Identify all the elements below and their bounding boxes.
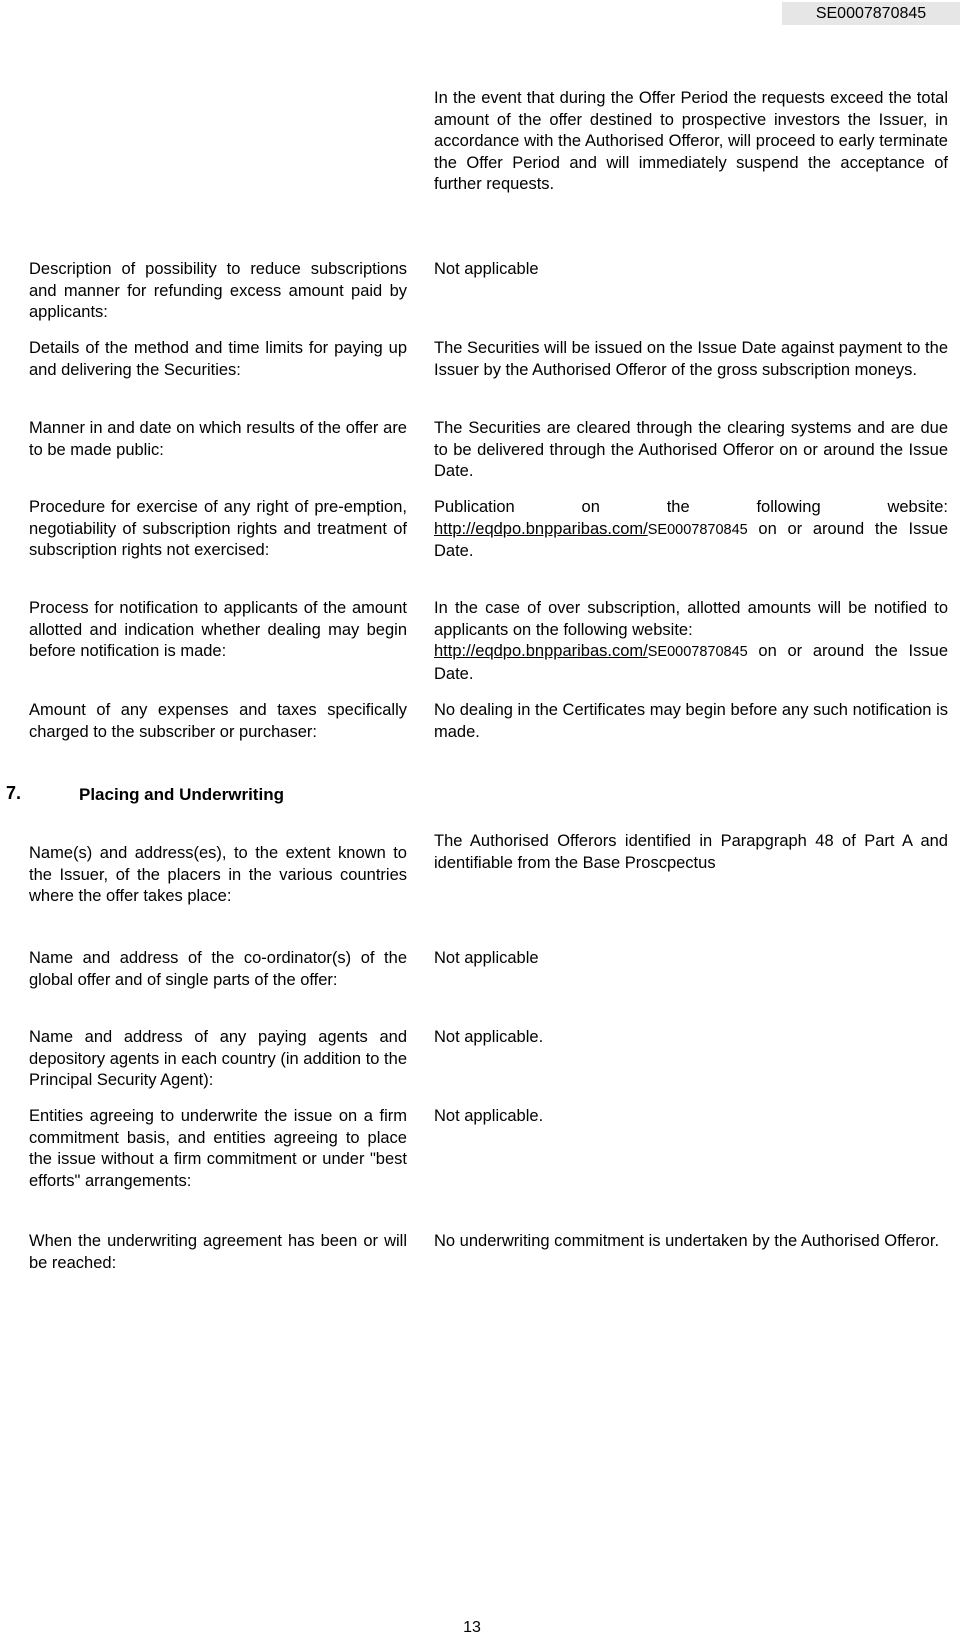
row-value-allotment-text: In the case of over subscription, allotted amounts will be notified to applicants on the following website:	[434, 599, 948, 639]
row-label-placers: Name(s) and address(es), to the extent known to the Issuer, of the placers in the various countries where the offer takes place:	[29, 844, 407, 906]
row-value-allotment-notification	[434, 598, 948, 685]
website-link[interactable]: http://eqdpo.bnpparibas.com/	[434, 642, 648, 661]
row-value-coordinators: Not applicable	[434, 949, 539, 967]
row-value-paying-agents: Not applicable.	[434, 1028, 544, 1046]
row-value-pre-emption-suffix: on or around the Issue Date.	[434, 519, 948, 561]
website-link-code[interactable]: SE0007870845	[647, 644, 748, 661]
row-label-underwriting-agreement: When the underwriting agreement has been or will be reached:	[29, 1232, 407, 1272]
row-label-underwriters: Entities agreeing to underwrite the issue on a firm commitment basis, and entities agreeing to place the issue without a firm commitment or under "best efforts" arrangements:	[29, 1107, 407, 1190]
page-number: 13	[463, 1619, 481, 1636]
row-value-allotment-suffix: on or around the Issue Date.	[434, 642, 948, 683]
website-link-code[interactable]: SE0007870845	[647, 521, 748, 538]
row-value-underwriters: Not applicable.	[434, 1107, 544, 1125]
row-value-pre-emption	[434, 497, 948, 563]
row-label-coordinators: Name and address of the co-ordinator(s) of the global offer and of single parts of the offer:	[29, 949, 407, 989]
row-value-expenses-taxes: No dealing in the Certificates may begin before any such notification is made.	[434, 701, 948, 741]
row-label-paying-agents: Name and address of any paying agents and depository agents in each country (in addition to the Principal Security Agent):	[29, 1028, 407, 1090]
row-value-placers: The Authorised Offerors identified in Parapgraph 48 of Part A and identifiable from the Base Proscpectus	[434, 832, 948, 872]
row-value-reduce-subscriptions: Not applicable	[434, 260, 539, 278]
row-label-pre-emption: Procedure for exercise of any right of pre-emption, negotiability of subscription rights and treatment of subscription rights not exercised:	[29, 498, 407, 560]
row-label-allotment-notification: Process for notification to applicants of the amount allotted and indication whether dealing may begin before notification is made:	[29, 599, 407, 661]
intro-paragraph: In the event that during the Offer Period the requests exceed the total amount of the offer destined to prospective investors the Issuer, in accordance with the Authorised Offeror, will proceed to early terminate the Offer Period and will immediately suspend the acceptance of further requests.	[434, 89, 948, 194]
section-number: 7.	[6, 783, 22, 803]
row-label-expenses-taxes: Amount of any expenses and taxes specifically charged to the subscriber or purchaser:	[29, 701, 407, 741]
website-link[interactable]: http://eqdpo.bnpparibas.com/	[434, 519, 648, 538]
row-value-underwriting-agreement: No underwriting commitment is undertaken by the Authorised Offeror.	[434, 1232, 940, 1250]
row-label-reduce-subscriptions: Description of possibility to reduce subscriptions and manner for refunding excess amount paid by applicants:	[29, 260, 407, 322]
row-value-pre-emption-text: Publication on the following website:	[434, 498, 948, 516]
document-code: SE0007870845	[782, 2, 960, 25]
row-value-payment-delivery: The Securities will be issued on the Issue Date against payment to the Issuer by the Authorised Offeror of the gross subscription moneys.	[434, 339, 948, 379]
row-label-payment-delivery: Details of the method and time limits for paying up and delivering the Securities:	[29, 339, 407, 379]
row-value-results-publication: The Securities are cleared through the clearing systems and are due to be delivered through the Authorised Offeror on or around the Issue Date.	[434, 419, 948, 481]
section-title: Placing and Underwriting	[79, 785, 284, 804]
row-label-results-publication: Manner in and date on which results of the offer are to be made public:	[29, 419, 407, 459]
